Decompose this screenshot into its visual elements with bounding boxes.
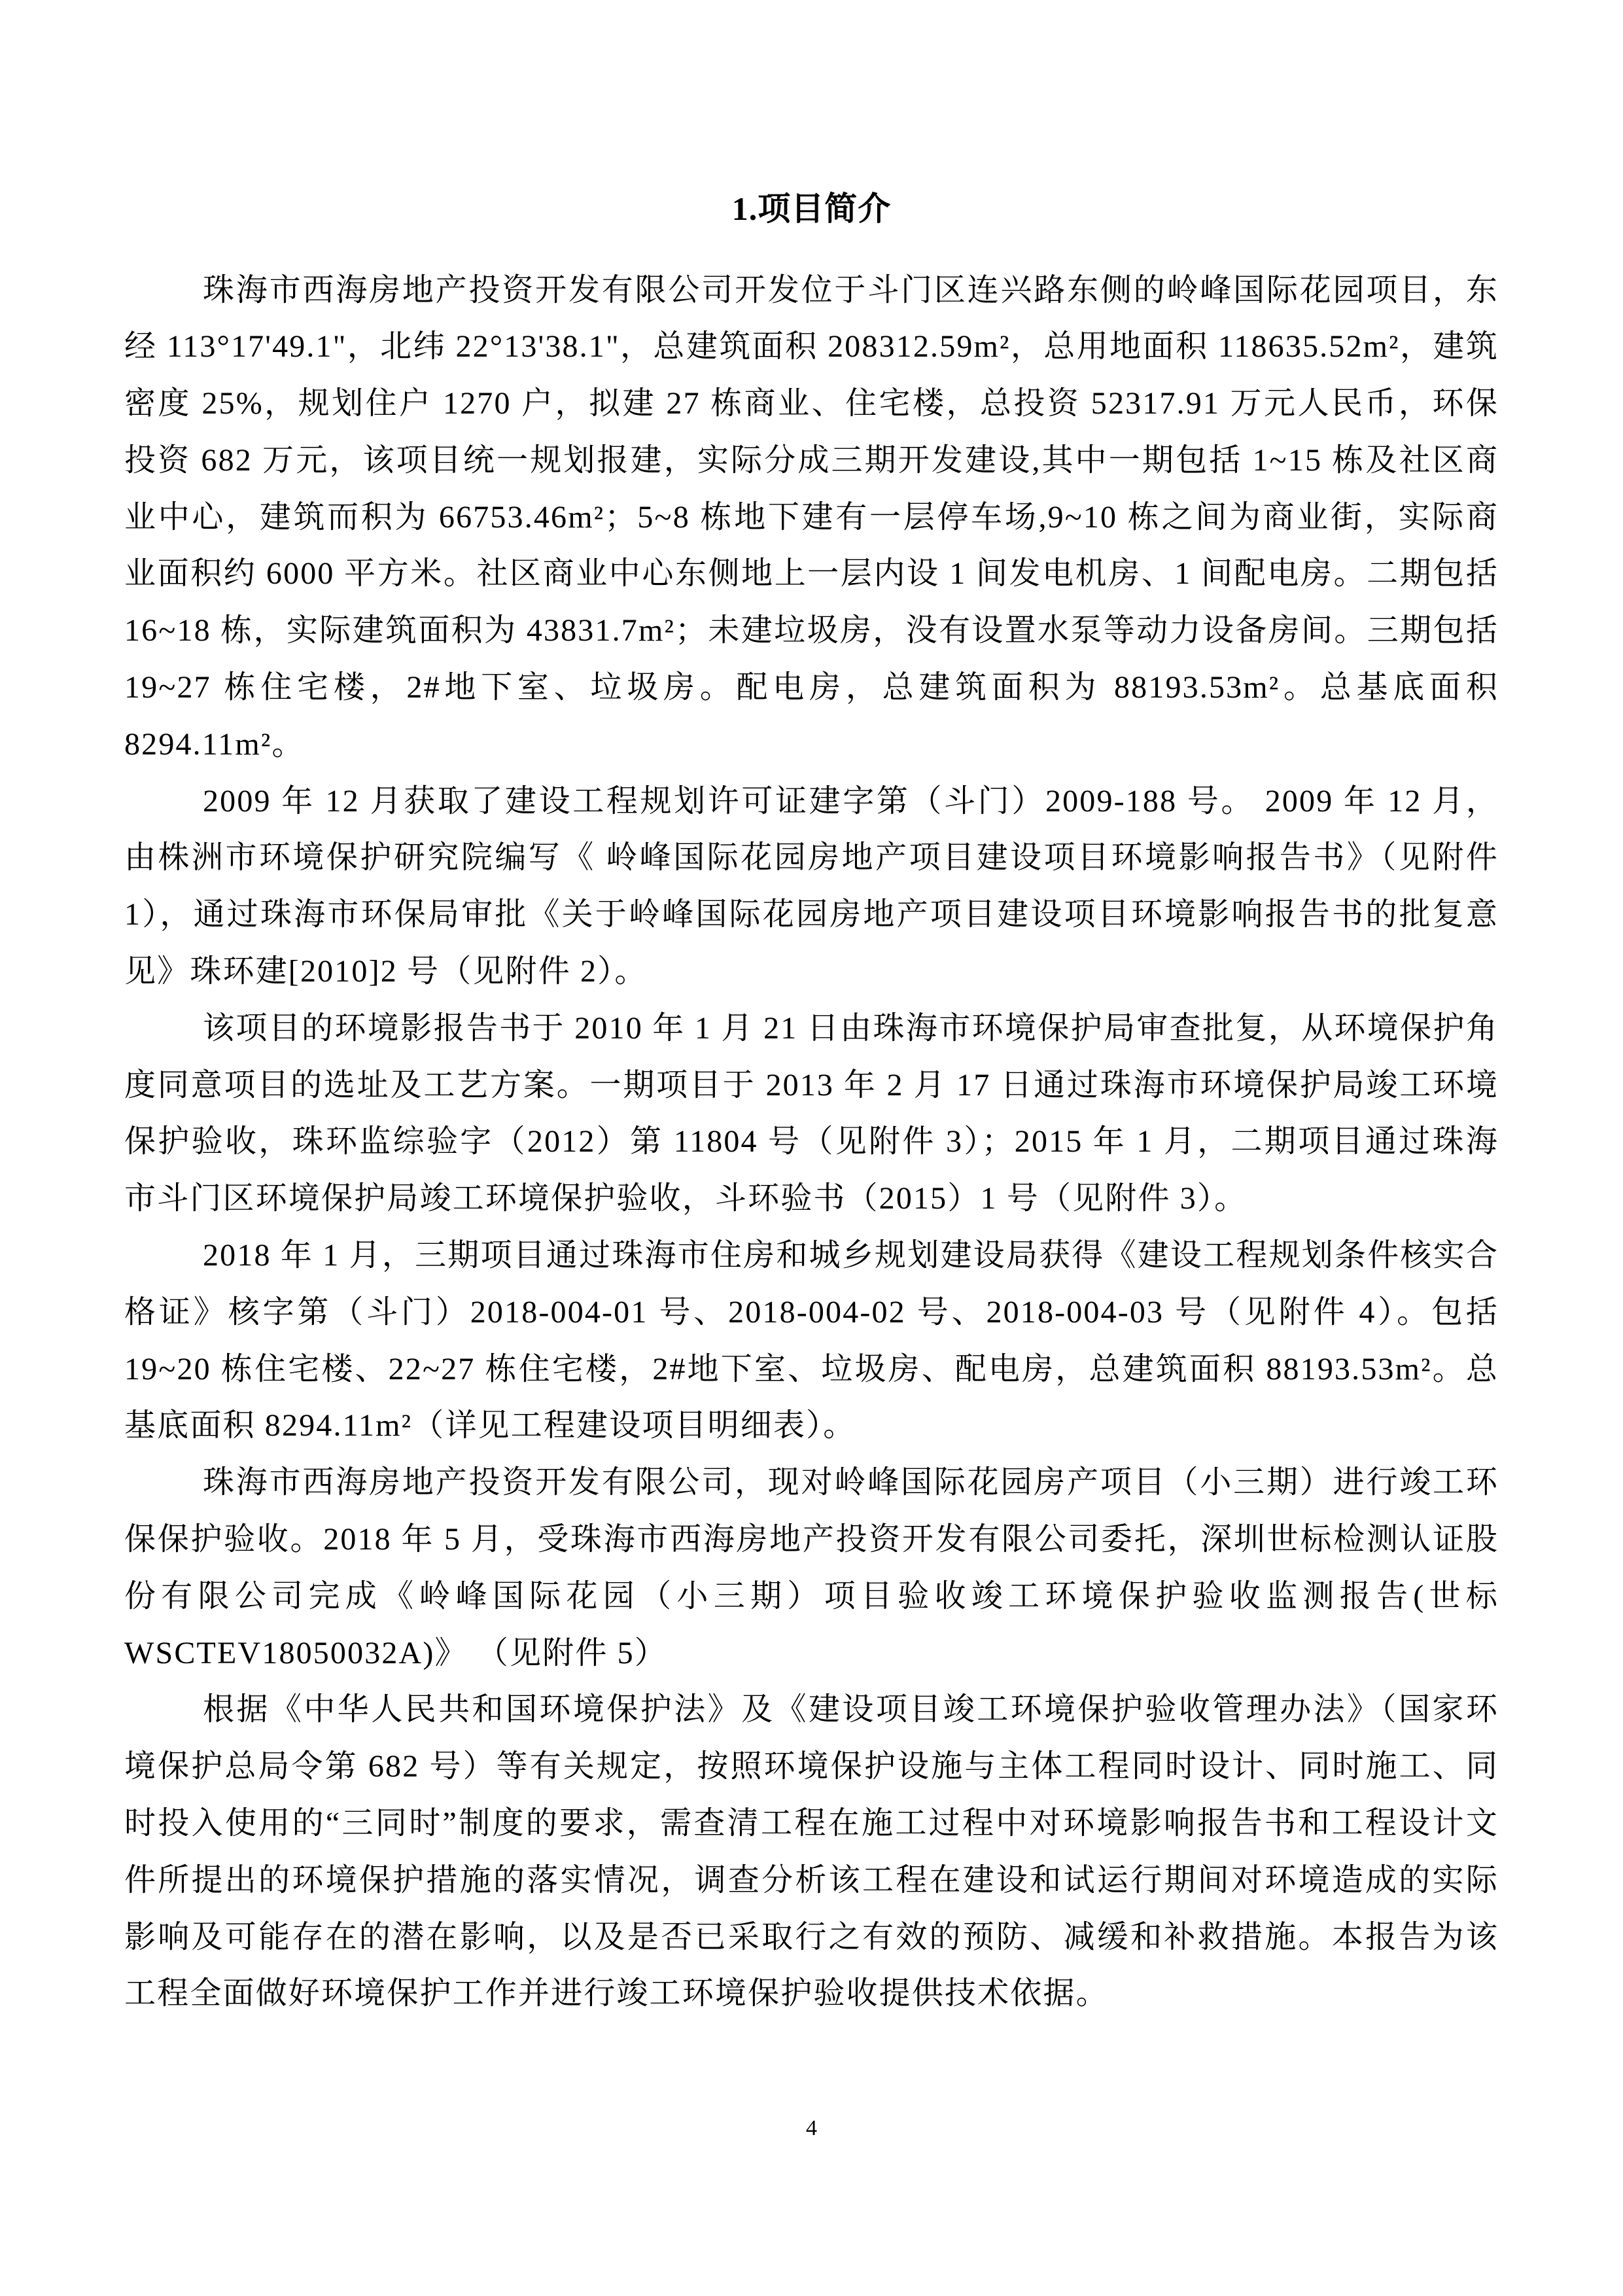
paragraph-acceptance-commission: 珠海市西海房地产投资开发有限公司，现对岭峰国际花园房产项目（小三期）进行竣工环保保护验收。2018 年 5 月，受珠海市西海房地产投资开发有限公司委托，深圳世标检测认证股份有限公司完成《岭峰国际花园（小三期）项目验收竣工环境保护验收监测报告(世标 WSCTEV18050032A)》 （见附件 5） <box>124 1465 1499 1670</box>
paragraph-legal-basis: 根据《中华人民共和国环境保护法》及《建设项目竣工环境保护验收管理办法》（国家环境保护总局令第 682 号）等有关规定，按照环境保护设施与主体工程同时设计、同时施工、同时投入使用的“三同时”制度的要求，需查清工程在施工过程中对环境影响报告书和工程设计文件所提出的环境保护措施的落实情况，调查分析该工程在建设和试运行期间对环境造成的实际影响及可能存在的潜在影响，以及是否已采取行之有效的预防、减缓和补救措施。本报告为该工程全面做好环境保护工作并进行竣工环境保护验收提供技术依据。 <box>124 1692 1499 2011</box>
page-number: 4 <box>806 2116 817 2140</box>
document-body <box>124 262 1499 2023</box>
paragraph-phase3-2018: 2018 年 1 月，三期项目通过珠海市住房和城乡规划建设局获得《建设工程规划条件核实合格证》核字第（斗门）2018-004-01 号、2018-004-02 号、2018-004-03 号（见附件 4）。包括 19~20 栋住宅楼、22~27 栋住宅楼，2#地下室、垃圾房、配电房，总建筑面积 88193.53m²。总基底面积 8294.11m²（详见工程建设项目明细表）。 <box>124 1238 1499 1443</box>
paragraph-eia-approval: 该项目的环境影报告书于 2010 年 1 月 21 日由珠海市环境保护局审查批复，从环境保护角度同意项目的选址及工艺方案。一期项目于 2013 年 2 月 17 日通过珠海市环境保护局竣工环境保护验收，珠环监综验字（2012）第 11804 号（见附件 3）；2015 年 1 月，二期项目通过珠海市斗门区环境保护局竣工环境保护验收，斗环验书（2015）1 号（见附件 3）。 <box>124 1010 1499 1216</box>
paragraph-project-overview: 珠海市西海房地产投资开发有限公司开发位于斗门区连兴路东侧的岭峰国际花园项目，东经 113°17'49.1"，北纬 22°13'38.1"，总建筑面积 208312.59m²，总用地面积 118635.52m²，建筑密度 25%，规划住户 1270 户，拟建 27 栋商业、住宅楼，总投资 52317.91 万元人民币，环保投资 682 万元，该项目统一规划报建，实际分成三期开发建设,其中一期包括 1~15 栋及社区商业中心，建筑而积为 66753.46m²；5~8 栋地下建有一层停车场,9~10 栋之间为商业街，实际商业面积约 6000 平方米。社区商业中心东侧地上一层内设 1 间发电机房、1 间配电房。二期包括 16~18 栋，实际建筑面积为 43831.7m²；未建垃圾房，没有设置水泵等动力设备房间。三期包括 19~27 栋住宅楼，2#地下室、垃圾房。配电房，总建筑面积为 88193.53m²。总基底面积 8294.11m²。 <box>124 272 1499 762</box>
section-title: 1.项目简介 <box>731 190 892 227</box>
paragraph-permit-2009: 2009 年 12 月获取了建设工程规划许可证建字第（斗门）2009-188 号。 2009 年 12 月，由株洲市环境保护研究院编写《 岭峰国际花园房地产项目建设项目环境影响报告书》（见附件 1），通过珠海市环保局审批《关于岭峰国际花园房地产项目建设项目环境影响报告书的批复意见》珠环建[2010]2 号（见附件 2）。 <box>124 783 1499 989</box>
